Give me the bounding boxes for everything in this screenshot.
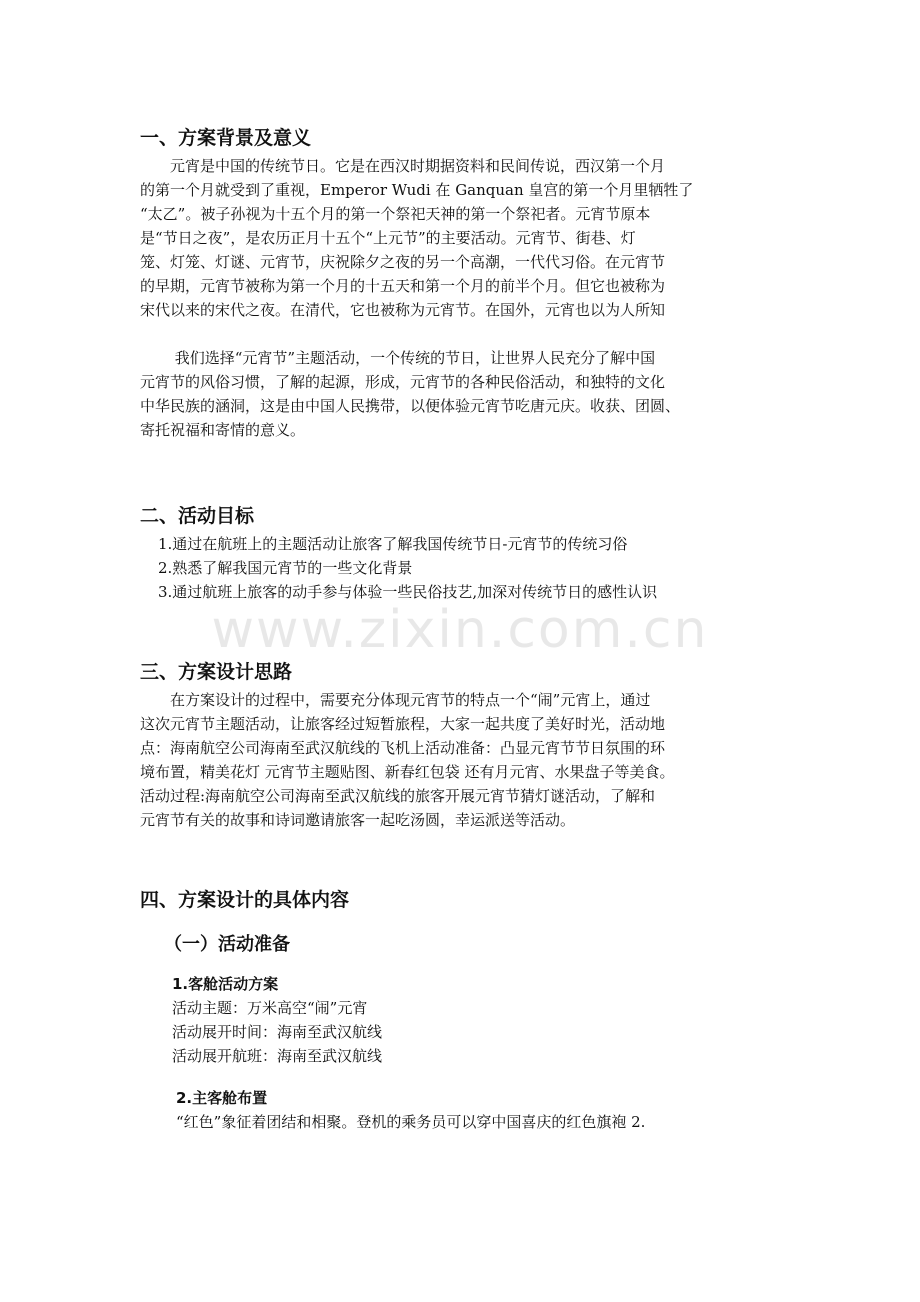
- section-1-paragraph-2: [140, 346, 790, 442]
- list-item: 2.熟悉了解我国元宵节的一些文化背景: [158, 559, 413, 577]
- cabin-plan-heading: 1.客舱活动方案: [172, 975, 279, 993]
- document-body: [140, 118, 790, 1134]
- section-1-title: 一、方案背景及意义: [140, 127, 312, 149]
- text-line: 中华民族的涵洞，这是由中国人民携带，以便体验元宵节吃唐元庆。收获、团圆、: [140, 397, 681, 415]
- list-item: 3.通过航班上旅客的动手参与体验一些民俗技艺,加深对传统节日的感性认识: [158, 583, 658, 601]
- section-3-paragraph: [140, 688, 790, 832]
- text-line: 点：海南航空公司海南至武汉航线的飞机上活动准备：凸显元宵节节日氛围的环: [140, 739, 666, 757]
- text-line: 元宵是中国的传统节日。它是在西汉时期据资料和民间传说，西汉第一个月: [140, 157, 666, 175]
- activity-theme: 活动主题：万米高空“闹”元宵: [172, 999, 368, 1017]
- text-line: 我们选择“元宵节”主题活动，一个传统的节日，让世界人民充分了解中国: [140, 349, 656, 367]
- text-line: 寄托祝福和寄情的意义。: [140, 421, 306, 439]
- text-line: 的早期，元宵节被称为第一个月的十五天和第一个月的前半个月。但它也被称为: [140, 277, 666, 295]
- text-line: 笼、灯笼、灯谜、元宵节，庆祝除夕之夜的另一个高潮，一代代习俗。在元宵节: [140, 253, 666, 271]
- text-line: 元宵节有关的故事和诗词邀请旅客一起吃汤圆，幸运派送等活动。: [140, 811, 576, 829]
- text-line: 是“节日之夜”，是农历正月十五个“上元节”的主要活动。元宵节、街巷、灯: [140, 229, 636, 247]
- subsection-prep-title: （一）活动准备: [164, 934, 290, 955]
- cabin-layout-text: “红色”象征着团结和相聚。登机的乘务员可以穿中国喜庆的红色旗袍 2.: [176, 1113, 646, 1131]
- activity-flight: 活动展开航班：海南至武汉航线: [172, 1047, 383, 1065]
- text-line: 在方案设计的过程中，需要充分体现元宵节的特点一个“闹”元宵上，通过: [140, 691, 651, 709]
- section-3-title: 三、方案设计思路: [140, 661, 293, 683]
- text-line: 元宵节的风俗习惯，了解的起源，形成，元宵节的各种民俗活动，和独特的文化: [140, 373, 666, 391]
- cabin-layout-heading: 2.主客舱布置: [176, 1089, 268, 1107]
- section-2-title: 二、活动目标: [140, 505, 255, 527]
- text-line: 境布置，精美花灯 元宵节主题贴图、新春红包袋 还有月元宵、水果盘子等美食。: [140, 763, 675, 781]
- section-4-title: 四、方案设计的具体内容: [140, 889, 350, 911]
- text-line: “太乙”。被子孙视为十五个月的第一个祭祀天神的第一个祭祀者。元宵节原本: [140, 205, 651, 223]
- list-item: 1.通过在航班上的主题活动让旅客了解我国传统节日-元宵节的传统习俗: [158, 535, 628, 553]
- goals-list: [158, 532, 790, 604]
- text-line: 宋代以来的宋代之夜。在清代，它也被称为元宵节。在国外，元宵也以为人所知: [140, 301, 666, 319]
- text-line: 活动过程:海南航空公司海南至武汉航线的旅客开展元宵节猜灯谜活动，了解和: [140, 787, 656, 805]
- watermark: www.zixin.com.cn: [211, 600, 709, 660]
- text-line: 这次元宵节主题活动，让旅客经过短暂旅程，大家一起共度了美好时光，活动地: [140, 715, 666, 733]
- text-line: 的第一个月就受到了重视，Emperor Wudi 在 Ganquan 皇宫的第一个月里牺牲了: [140, 181, 694, 199]
- section-1-paragraph-1: [140, 154, 790, 322]
- activity-time: 活动展开时间：海南至武汉航线: [172, 1023, 383, 1041]
